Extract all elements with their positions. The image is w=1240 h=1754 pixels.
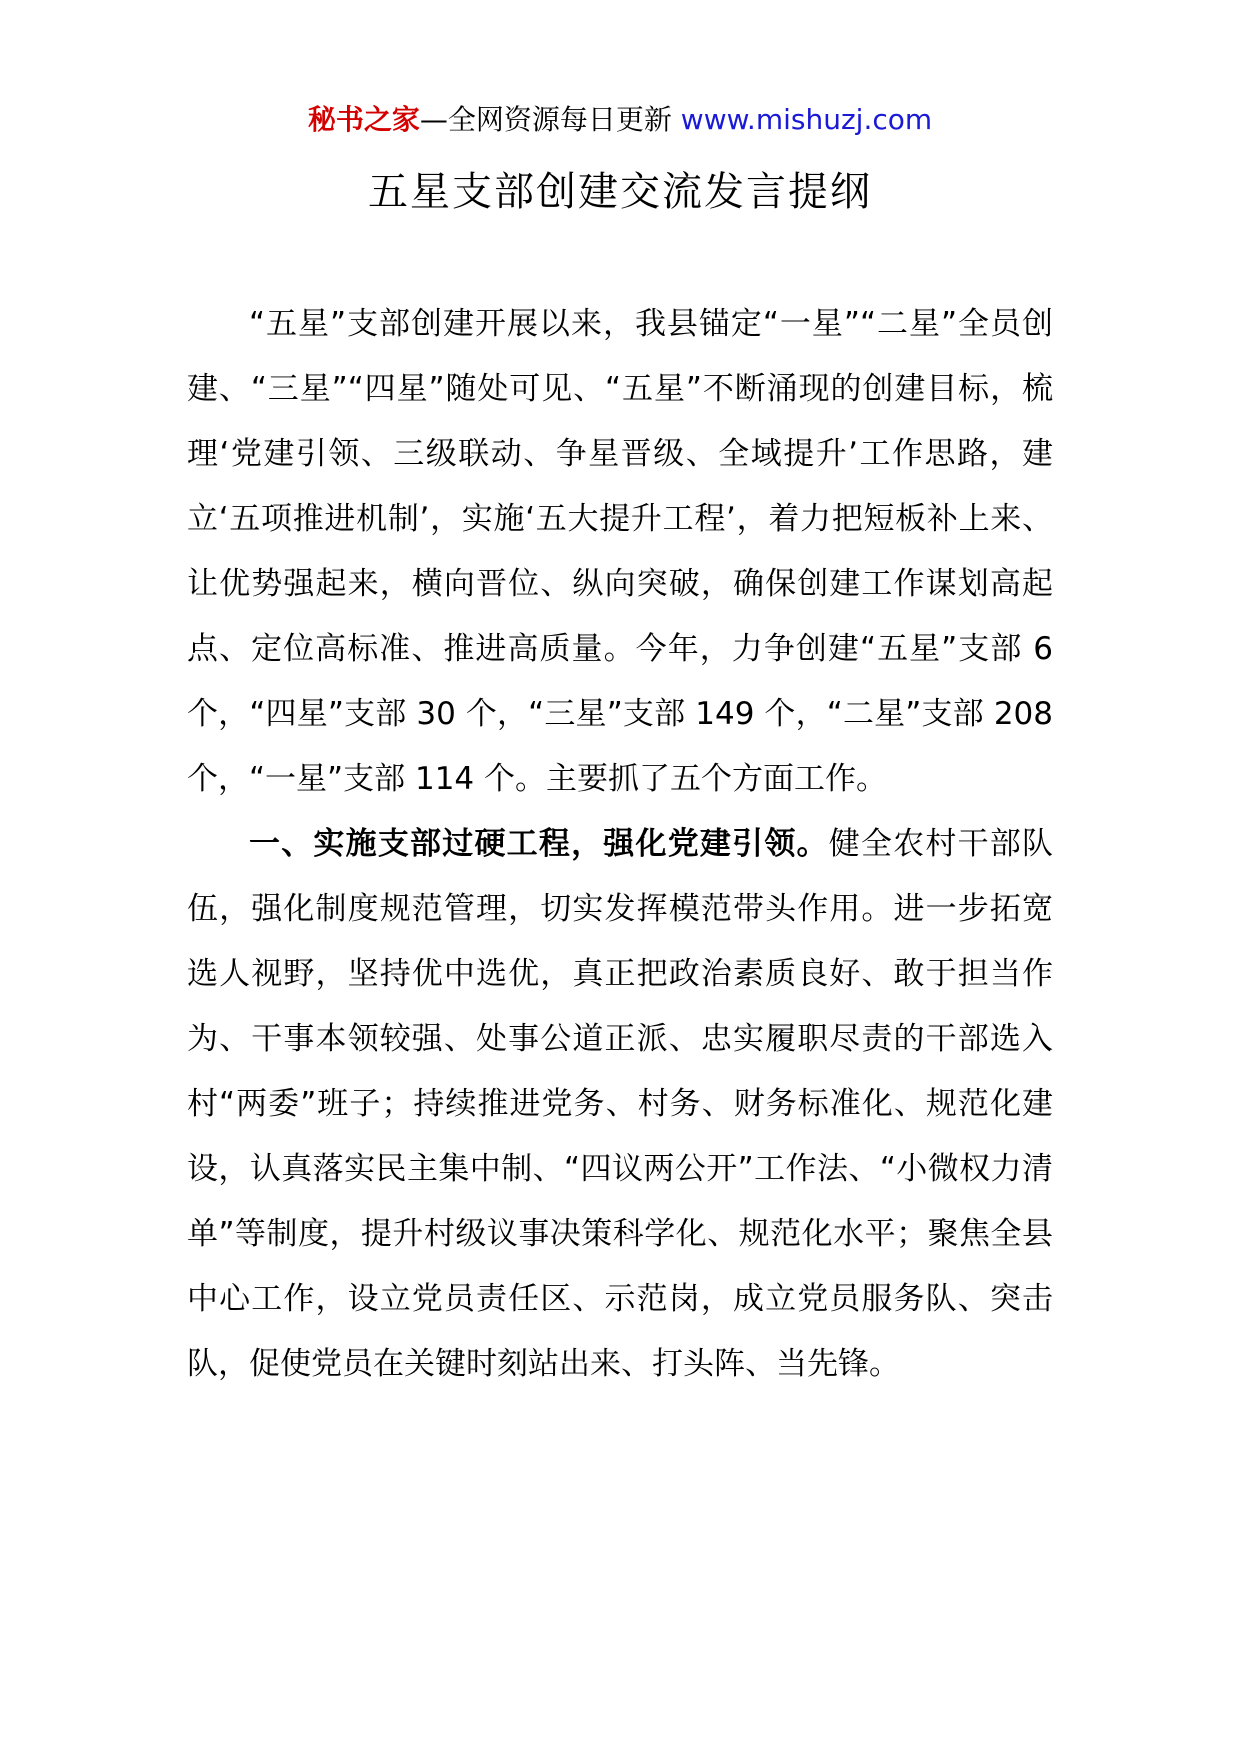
site-url-link[interactable]: www.mishuzj.com <box>680 103 933 136</box>
paragraph-text: “五星”支部创建开展以来，我县锚定“一星”“二星”全员创建、“三星”“四星”随处可见、“五星”不断涌现的创建目标，梳理‘党建引领、三级联动、争星晋级、全域提升’工作思路，建立‘五项推进机制’，实施‘五大提升工程’，着力把短板补上来、让优势强起来，横向晋位、纵向突破，确保创建工作谋划高起点、定位高标准、推进高质量。今年，力争创建“五星”支部 6 个，“四星”支部 30 个，“三星”支部 149 个，“二星”支部 208 个，“一星”支部 114 个。主要抓了五个方面工作。 <box>187 306 1053 797</box>
paragraph-section-1 <box>187 812 1053 1397</box>
section-heading: 一、实施支部过硬工程，强化党建引领。 <box>249 826 829 862</box>
brand-name: 秘书之家 <box>307 103 420 136</box>
site-header <box>0 100 1240 140</box>
document-body <box>187 292 1053 1397</box>
paragraph-text: 健全农村干部队伍，强化制度规范管理，切实发挥模范带头作用。进一步拓宽选人视野，坚持优中选优，真正把政治素质良好、敢于担当作为、干事本领较强、处事公道正派、忠实履职尽责的干部选入村“两委”班子；持续推进党务、村务、财务标准化、规范化建设，认真落实民主集中制、“四议两公开”工作法、“小微权力清单”等制度，提升村级议事决策科学化、规范化水平；聚焦全县中心工作，设立党员责任区、示范岗，成立党员服务队、突击队，促使党员在关键时刻站出来、打头阵、当先锋。 <box>187 826 1053 1382</box>
document-title: 五星支部创建交流发言提纲 <box>368 169 872 215</box>
header-slogan: —全网资源每日更新 <box>419 103 672 136</box>
paragraph-intro <box>187 292 1053 812</box>
